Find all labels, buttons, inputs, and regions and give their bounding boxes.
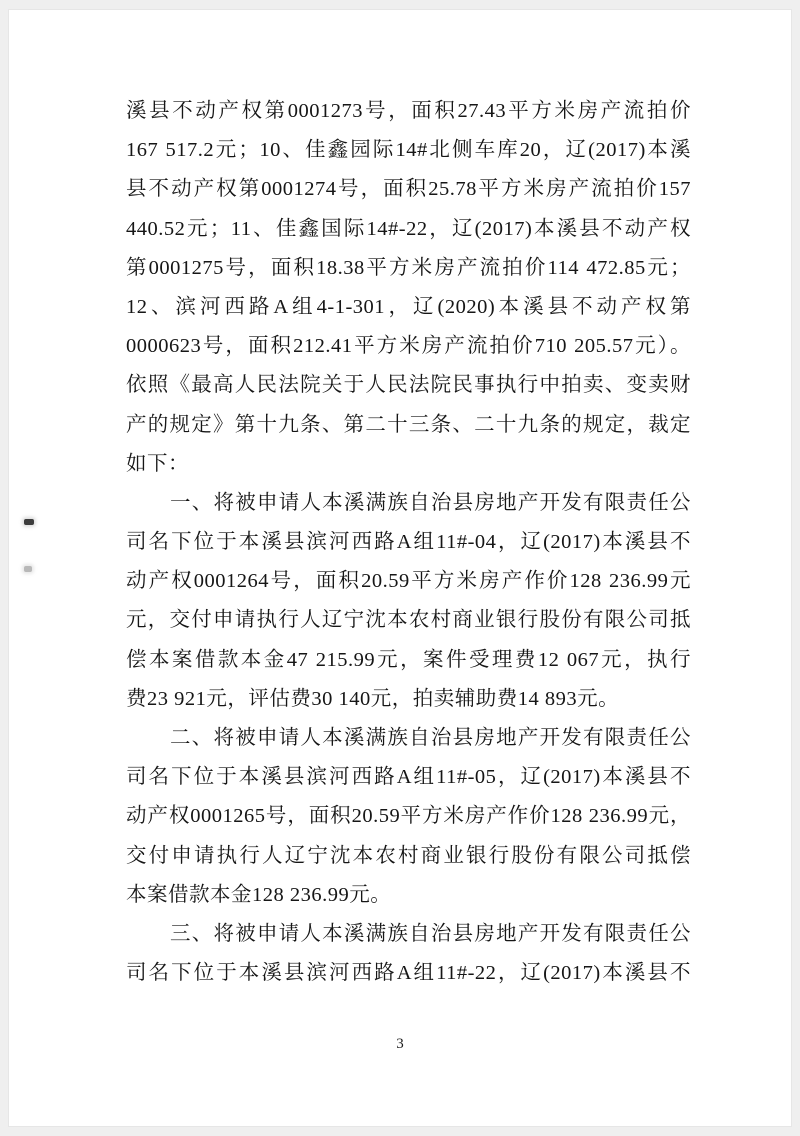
text-line: 动产权0001264号，面积20.59平方米房产作价128 236.99元 bbox=[126, 570, 691, 593]
scan-speck bbox=[24, 519, 34, 525]
text-line: 12、滨河西路A组4-1-301，辽(2020)本溪县不动产权第 bbox=[126, 295, 691, 318]
document-body bbox=[126, 92, 691, 993]
text-line: 费23 921元，评估费30 140元，拍卖辅助费14 893元。 bbox=[126, 687, 620, 710]
text-line: 县不动产权第0001274号，面积25.78平方米房产流拍价157 bbox=[126, 178, 691, 201]
text-line: 元，交付申请执行人辽宁沈本农村商业银行股份有限公司抵 bbox=[126, 609, 691, 632]
text-line: 如下： bbox=[126, 452, 189, 475]
text-line: 动产权0001265号，面积20.59平方米房产作价128 236.99元， bbox=[126, 805, 691, 828]
text-line: 依照《最高人民法院关于人民法院民事执行中拍卖、变卖财 bbox=[126, 374, 691, 397]
page-number: 3 bbox=[396, 1036, 404, 1052]
scan-speck bbox=[24, 566, 32, 572]
text-line: 溪县不动产权第0001273号，面积27.43平方米房产流拍价 bbox=[126, 100, 691, 122]
text-line: 偿本案借款本金47 215.99元，案件受理费12 067元，执行 bbox=[126, 648, 691, 671]
text-line: 167 517.2元；10、佳鑫园际14#北侧车库20，辽(2017)本溪 bbox=[126, 139, 691, 162]
text-line: 三、将被申请人本溪满族自治县房地产开发有限责任公 bbox=[170, 922, 691, 945]
text-line: 交付申请执行人辽宁沈本农村商业银行股份有限公司抵偿 bbox=[126, 844, 691, 867]
document-page bbox=[8, 9, 792, 1127]
text-line: 司名下位于本溪县滨河西路A组11#-05，辽(2017)本溪县不 bbox=[126, 766, 691, 789]
text-line: 0000623号，面积212.41平方米房产流拍价710 205.57元）。 bbox=[126, 335, 691, 358]
text-line: 本案借款本金128 236.99元。 bbox=[126, 883, 392, 906]
text-line: 司名下位于本溪县滨河西路A组11#-22，辽(2017)本溪县不 bbox=[126, 962, 691, 985]
text-line: 第0001275号，面积18.38平方米房产流拍价114 472.85元； bbox=[126, 256, 691, 279]
text-line: 一、将被申请人本溪满族自治县房地产开发有限责任公 bbox=[170, 491, 691, 514]
text-line: 二、将被申请人本溪满族自治县房地产开发有限责任公 bbox=[170, 727, 691, 749]
text-line: 440.52元；11、佳鑫国际14#-22，辽(2017)本溪县不动产权 bbox=[126, 217, 691, 240]
text-line: 产的规定》第十九条、第二十三条、二十九条的规定，裁定 bbox=[126, 413, 691, 436]
text-line: 司名下位于本溪县滨河西路A组11#-04，辽(2017)本溪县不 bbox=[126, 531, 691, 554]
